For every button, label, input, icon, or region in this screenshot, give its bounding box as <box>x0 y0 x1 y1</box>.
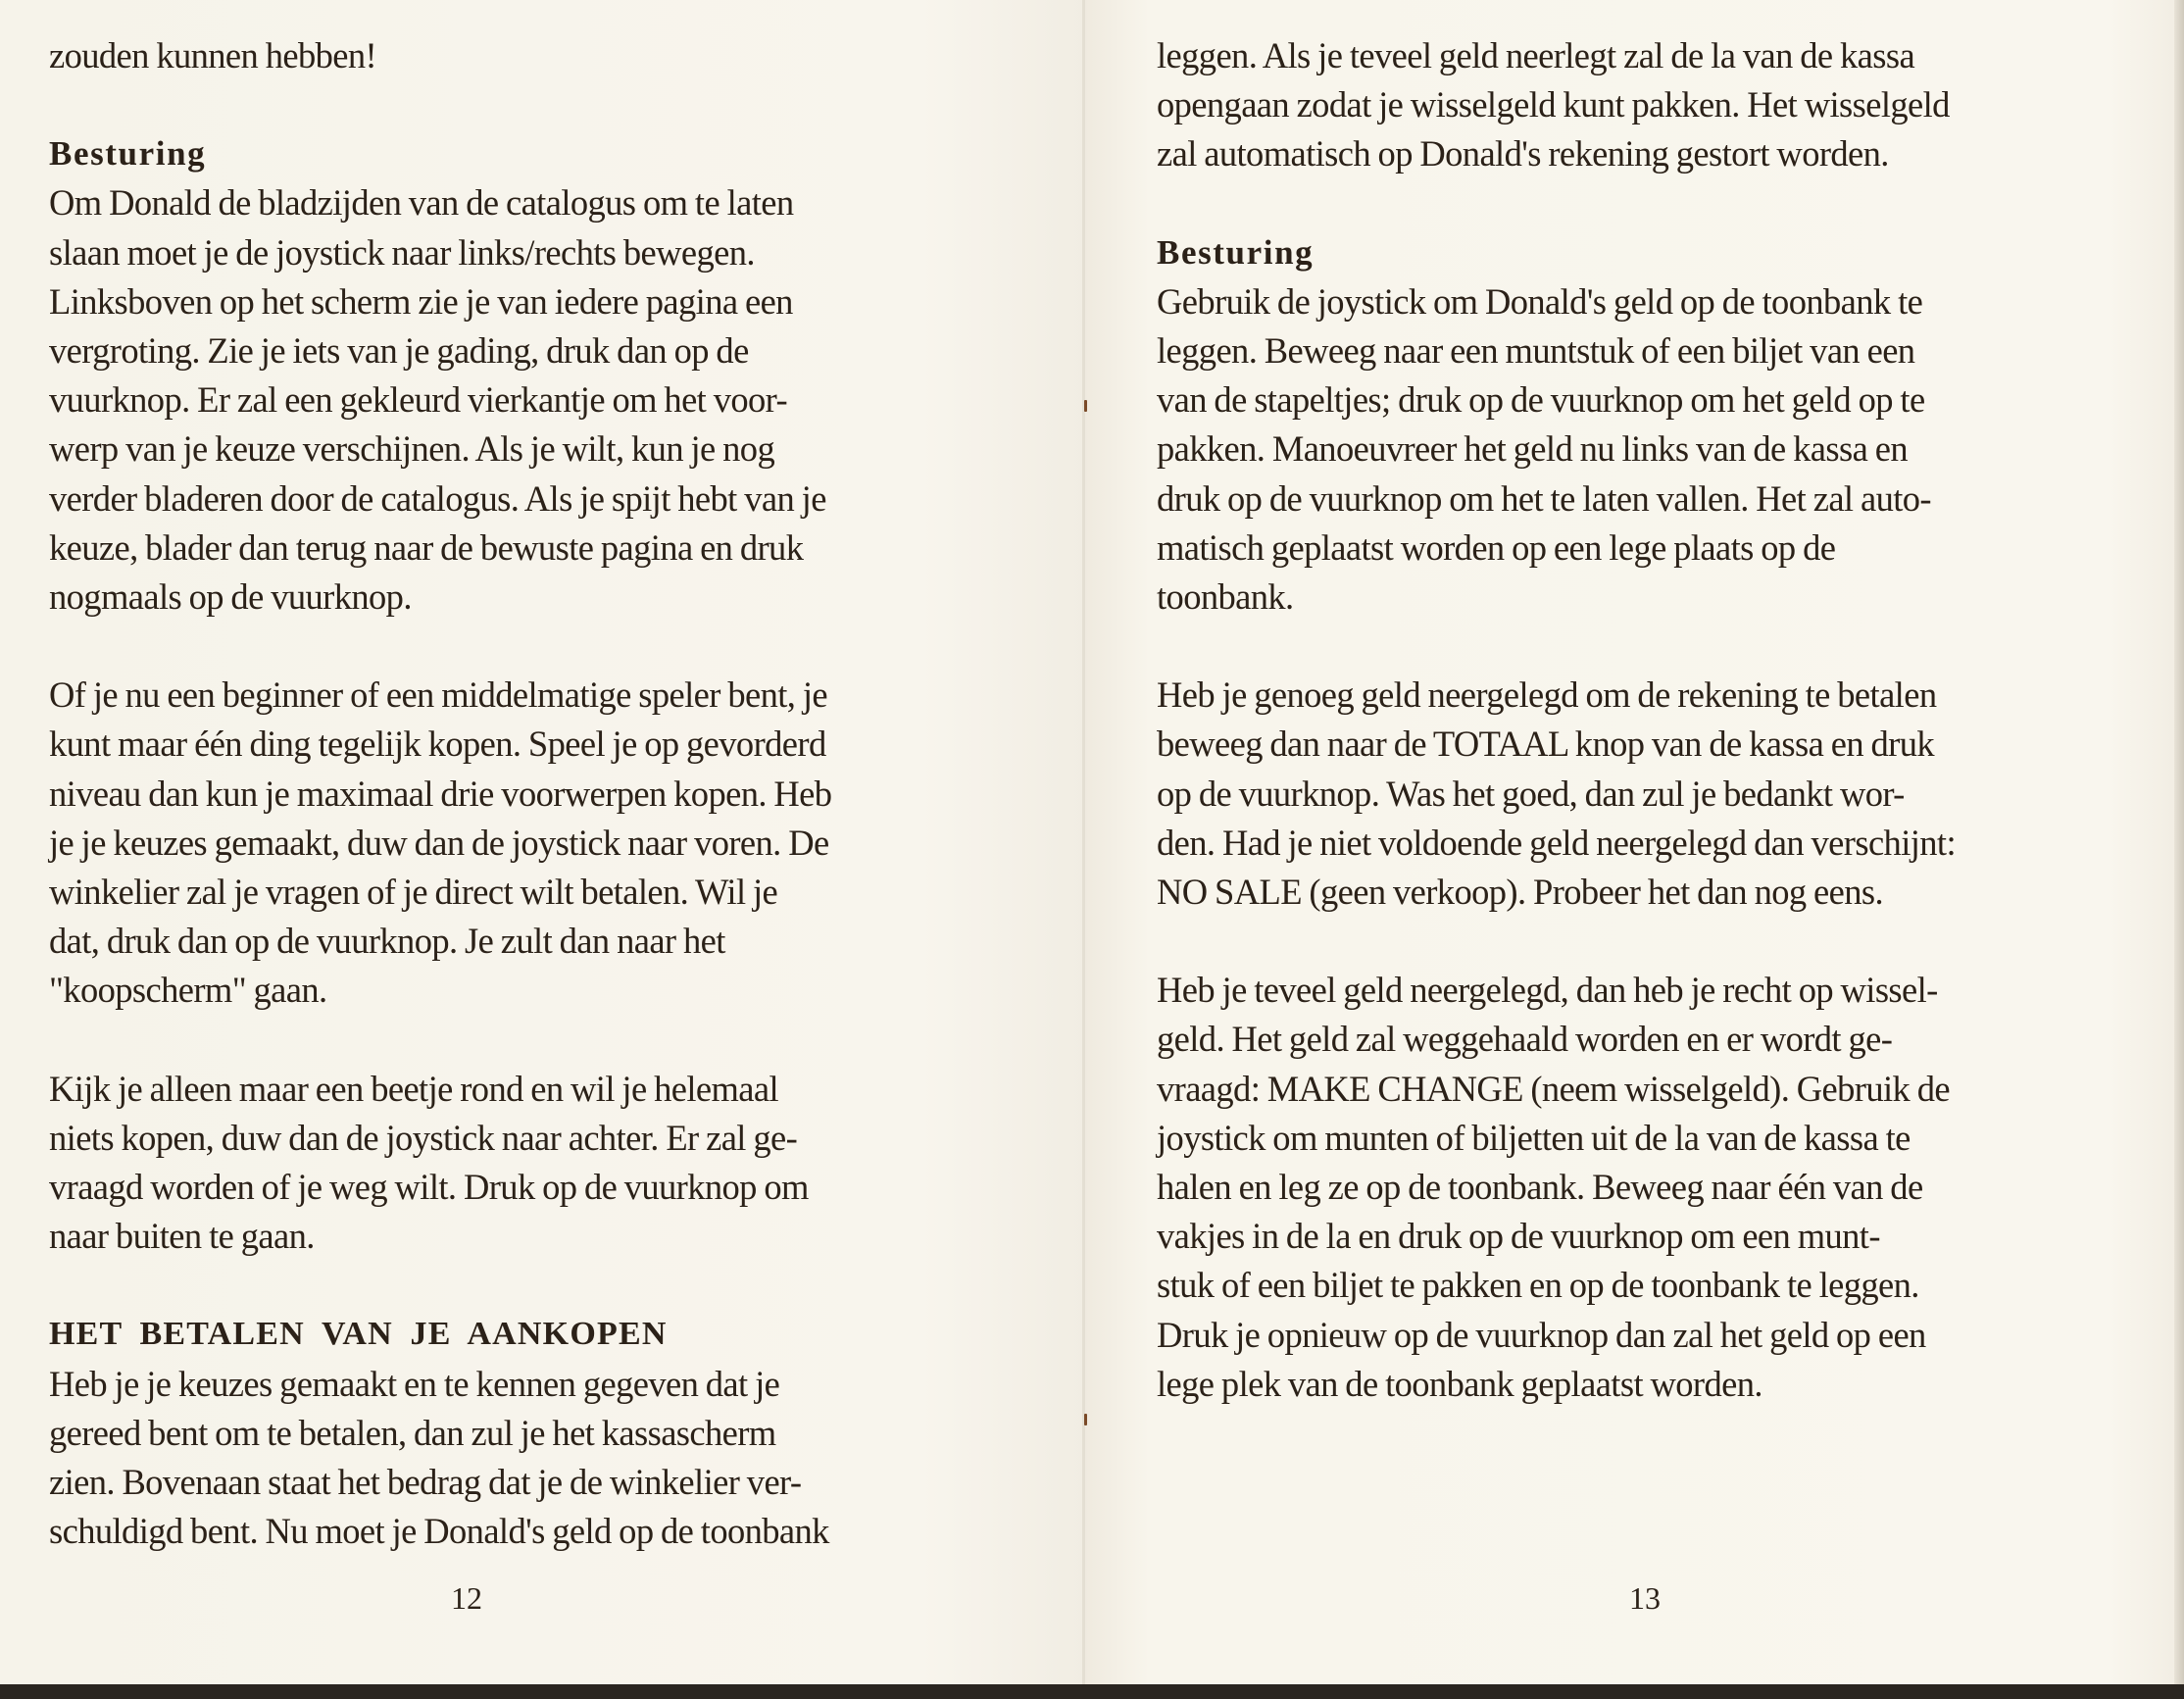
paragraph-gap <box>49 622 1039 671</box>
paragraph-gap <box>49 1016 1039 1065</box>
paragraph-gap <box>1157 179 2137 228</box>
staple-mark <box>1084 400 1087 412</box>
text-line: Gebruik de joystick om Donald's geld op de toonbank te <box>1157 280 1923 322</box>
text-line: Druk je opnieuw op de vuurknop dan zal het geld op een <box>1157 1314 1926 1355</box>
text-line: Kijk je alleen maar een beetje rond en wil je helemaal <box>49 1068 779 1109</box>
page-edge <box>2174 0 2184 1688</box>
text-line: vraagd: MAKE CHANGE (neem wisselgeld). Gebruik de <box>1157 1068 1950 1109</box>
text-line: kunt maar één ding tegelijk kopen. Speel je op gevorderd <box>49 724 826 765</box>
section-heading: HET BETALEN VAN JE AANKOPEN <box>49 1316 668 1353</box>
paragraph-gap <box>1157 917 2137 966</box>
text-line: den. Had je niet voldoende geld neergelegd dan verschijnt: <box>1157 822 1957 863</box>
text-line: vuurknop. Er zal een gekleurd vierkantje om het voor- <box>49 379 788 421</box>
text-line: zien. Bovenaan staat het bedrag dat je de winkelier ver- <box>49 1462 802 1503</box>
text-line: winkelier zal je vragen of je direct wilt betalen. Wil je <box>49 872 778 913</box>
text-line: vraagd worden of je weg wilt. Druk op de vuurknop om <box>49 1167 809 1208</box>
text-line: NO SALE (geen verkoop). Probeer het dan nog eens. <box>1157 872 1884 913</box>
text-line: stuk of een biljet te pakken en op de toonbank te leggen. <box>1157 1265 1919 1306</box>
page-number-left: 12 <box>451 1580 482 1616</box>
text-line: Heb je teveel geld neergelegd, dan heb je recht op wissel- <box>1157 970 1938 1011</box>
text-line: keuze, blader dan terug naar de bewuste pagina en druk <box>49 526 804 568</box>
text-line: zal automatisch op Donald's rekening gestort worden. <box>1157 133 1889 175</box>
text-line: matisch geplaatst worden op een lege plaats op de <box>1157 526 1836 568</box>
text-line: nogmaals op de vuurknop. <box>49 576 412 618</box>
paragraph <box>49 178 1039 622</box>
text-line: je je keuzes gemaakt, duw dan de joystick naar voren. De <box>49 822 829 863</box>
text-line: geld. Het geld zal weggehaald worden en er wordt ge- <box>1157 1019 1893 1060</box>
section-heading: Besturing <box>1157 232 1315 272</box>
spine-gutter <box>1082 0 1085 1688</box>
text-line: niveau dan kun je maximaal drie voorwerpen kopen. Heb <box>49 773 832 814</box>
text-line: halen en leg ze op de toonbank. Beweeg naar één van de <box>1157 1167 1923 1208</box>
text-line: Linksboven op het scherm zie je van iedere pagina een <box>49 280 793 322</box>
text-line: van de stapeltjes; druk op de vuurknop om het geld op te <box>1157 379 1925 421</box>
text-line: schuldigd bent. Nu moet je Donald's geld op de toonbank <box>49 1511 829 1552</box>
text-line: joystick om munten of biljetten uit de la van de kassa te <box>1157 1117 1911 1158</box>
paragraph-gap <box>49 1261 1039 1310</box>
text-line: pakken. Manoeuvreer het geld nu links van de kassa en <box>1157 428 1908 470</box>
text-line: dat, druk dan op de vuurknop. Je zult dan naar het <box>49 921 725 962</box>
paragraph <box>49 1360 1039 1557</box>
text-line: zouden kunnen hebben! <box>49 35 377 75</box>
paragraph <box>49 671 1039 1015</box>
text-line: verder bladeren door de catalogus. Als je spijt hebt van je <box>49 477 826 519</box>
paragraph <box>1157 966 2137 1409</box>
text-line: "koopscherm" gaan. <box>49 970 327 1011</box>
text-line: leggen. Als je teveel geld neerlegt zal de la van de kassa <box>1157 35 1915 75</box>
text-line: Om Donald de bladzijden van de catalogus om te laten <box>49 182 794 224</box>
scan-bottom-edge <box>0 1684 2184 1699</box>
paragraph-gap <box>1157 622 2137 671</box>
text-line: beweeg dan naar de TOTAAL knop van de kassa en druk <box>1157 724 1935 765</box>
text-line: lege plek van de toonbank geplaatst worden. <box>1157 1363 1762 1404</box>
text-line: gereed bent om te betalen, dan zul je het kassascherm <box>49 1412 776 1453</box>
paragraph <box>1157 277 2137 622</box>
staple-mark <box>1084 1414 1087 1425</box>
paragraph <box>49 31 1039 80</box>
text-line: Heb je genoeg geld neergelegd om de rekening te betalen <box>1157 675 1937 716</box>
text-line: slaan moet je de joystick naar links/rechts bewegen. <box>49 231 755 273</box>
left-page-text <box>49 31 1039 1556</box>
text-line: Heb je je keuzes gemaakt en te kennen gegeven dat je <box>49 1363 780 1404</box>
text-line: opengaan zodat je wisselgeld kunt pakken. Het wisselgeld <box>1157 84 1950 125</box>
text-line: vergroting. Zie je iets van je gading, druk dan op de <box>49 330 749 372</box>
paragraph <box>1157 671 2137 917</box>
text-line: druk op de vuurknop om het te laten vallen. Het zal auto- <box>1157 477 1931 519</box>
text-line: Of je nu een beginner of een middelmatige speler bent, je <box>49 675 827 716</box>
text-line: vakjes in de la en druk op de vuurknop om een munt- <box>1157 1216 1880 1257</box>
text-line: op de vuurknop. Was het goed, dan zul je bedankt wor- <box>1157 773 1905 814</box>
paragraph-gap <box>49 80 1039 129</box>
text-line: niets kopen, duw dan de joystick naar achter. Er zal ge- <box>49 1117 798 1158</box>
page-number-right: 13 <box>1629 1580 1661 1616</box>
section-heading: Besturing <box>49 134 207 174</box>
right-page-text <box>1157 31 2137 1409</box>
paragraph <box>1157 31 2137 179</box>
text-line: werp van je keuze verschijnen. Als je wilt, kun je nog <box>49 428 775 470</box>
text-line: leggen. Beweeg naar een muntstuk of een biljet van een <box>1157 330 1915 372</box>
text-line: naar buiten te gaan. <box>49 1216 315 1257</box>
text-line: toonbank. <box>1157 576 1294 618</box>
paragraph <box>49 1065 1039 1262</box>
